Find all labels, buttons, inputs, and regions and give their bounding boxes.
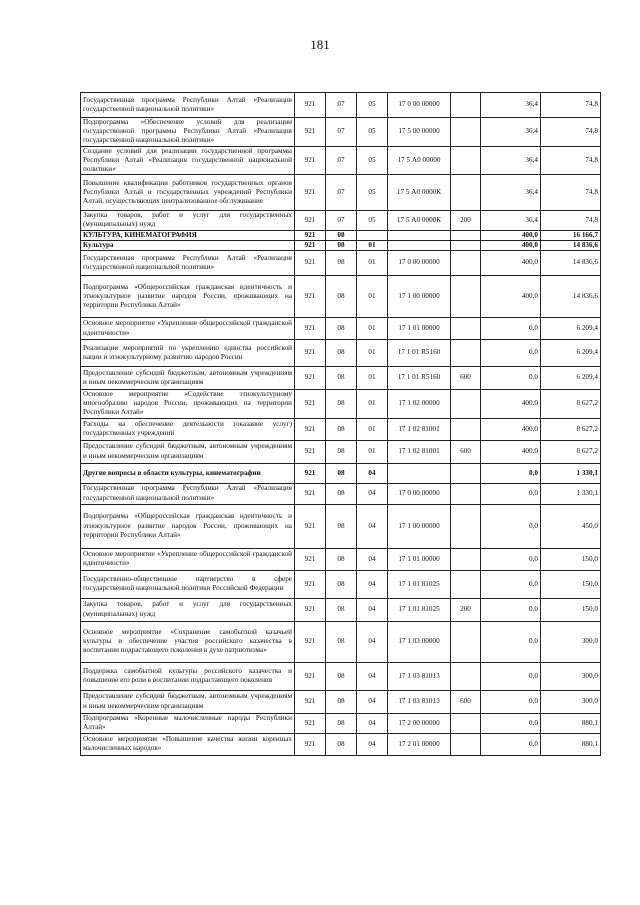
amount-2: 6 209,4 xyxy=(541,318,601,340)
target-article: 17 5 А0 0000К xyxy=(388,175,451,211)
target-article: 17 1 01 R5160 xyxy=(388,340,451,367)
amount-2: 300,0 xyxy=(541,690,601,713)
subsection-code: 04 xyxy=(357,463,388,483)
target-article: 17 1 02 81001 xyxy=(388,440,451,463)
subsection-code: 01 xyxy=(357,318,388,340)
subsection-code: 05 xyxy=(357,93,388,118)
target-article: 17 1 00 00000 xyxy=(388,276,451,318)
table-row xyxy=(81,230,601,240)
row-name: Государственная программа Республики Алтай «Реализация государственной национальной политики» xyxy=(81,93,295,118)
section-code: 08 xyxy=(326,340,357,367)
subsection-code: 04 xyxy=(357,690,388,713)
subsection-code: 01 xyxy=(357,240,388,250)
expense-type xyxy=(451,418,481,440)
amount-2: 74,8 xyxy=(541,118,601,147)
table-row xyxy=(81,118,601,147)
amount-2: 880,1 xyxy=(541,733,601,755)
amount-1: 36,4 xyxy=(481,93,541,118)
target-article: 17 1 02 81001 xyxy=(388,418,451,440)
section-code: 08 xyxy=(326,367,357,390)
expense-type xyxy=(451,146,481,175)
ministry-code: 921 xyxy=(295,240,326,250)
section-code: 08 xyxy=(326,621,357,662)
amount-2: 14 836,6 xyxy=(541,276,601,318)
expense-type xyxy=(451,340,481,367)
table-row xyxy=(81,390,601,419)
expense-type xyxy=(451,504,481,548)
subsection-code: 04 xyxy=(357,621,388,662)
row-name: Расходы на обеспечение деятельности (оказание услуг) государственных учреждений xyxy=(81,418,295,440)
amount-2: 14 836,6 xyxy=(541,251,601,276)
row-name: Закупка товаров, работ и услуг для государственных (муниципальных) нужд xyxy=(81,598,295,621)
table-row xyxy=(81,175,601,211)
target-article xyxy=(388,240,451,250)
expense-type xyxy=(451,548,481,570)
table-row xyxy=(81,93,601,118)
subsection-code: 04 xyxy=(357,483,388,504)
section-code: 08 xyxy=(326,548,357,570)
table-row xyxy=(81,548,601,570)
table-row xyxy=(81,440,601,463)
row-name: Поддержка самобытной культуры российского казачества и повышение его роли в воспитании подрастающего поколения xyxy=(81,662,295,690)
amount-2: 1 330,1 xyxy=(541,463,601,483)
ministry-code: 921 xyxy=(295,621,326,662)
expense-type xyxy=(451,733,481,755)
amount-1: 36,4 xyxy=(481,118,541,147)
section-code: 08 xyxy=(326,483,357,504)
amount-2: 880,1 xyxy=(541,713,601,733)
ministry-code: 921 xyxy=(295,93,326,118)
amount-2: 450,0 xyxy=(541,504,601,548)
expense-type xyxy=(451,251,481,276)
amount-2: 8 627,2 xyxy=(541,440,601,463)
subsection-code: 05 xyxy=(357,118,388,147)
subsection-code: 01 xyxy=(357,367,388,390)
amount-1: 0,0 xyxy=(481,483,541,504)
table-row xyxy=(81,367,601,390)
subsection-code xyxy=(357,230,388,240)
ministry-code: 921 xyxy=(295,318,326,340)
ministry-code: 921 xyxy=(295,418,326,440)
section-code: 07 xyxy=(326,118,357,147)
section-code: 08 xyxy=(326,690,357,713)
amount-1: 0,0 xyxy=(481,340,541,367)
target-article: 17 1 00 00000 xyxy=(388,504,451,548)
expense-type xyxy=(451,463,481,483)
table-row xyxy=(81,504,601,548)
table-row xyxy=(81,733,601,755)
table-row xyxy=(81,418,601,440)
expense-type: 600 xyxy=(451,440,481,463)
ministry-code: 921 xyxy=(295,690,326,713)
page-number: 181 xyxy=(310,37,330,52)
expense-type xyxy=(451,240,481,250)
amount-1: 0,0 xyxy=(481,621,541,662)
subsection-code: 01 xyxy=(357,390,388,419)
table-row xyxy=(81,463,601,483)
target-article: 17 1 01 81025 xyxy=(388,570,451,598)
expense-type xyxy=(451,570,481,598)
target-article: 17 1 01 81025 xyxy=(388,598,451,621)
ministry-code: 921 xyxy=(295,230,326,240)
amount-2: 74,8 xyxy=(541,175,601,211)
target-article: 17 5 А0 0000К xyxy=(388,211,451,230)
ministry-code: 921 xyxy=(295,483,326,504)
target-article: 17 1 01 00000 xyxy=(388,548,451,570)
ministry-code: 921 xyxy=(295,276,326,318)
amount-2: 150,0 xyxy=(541,548,601,570)
section-code: 08 xyxy=(326,713,357,733)
expense-type xyxy=(451,230,481,240)
section-code: 08 xyxy=(326,251,357,276)
section-code: 08 xyxy=(326,733,357,755)
amount-2: 16 166,7 xyxy=(541,230,601,240)
expense-type: 600 xyxy=(451,690,481,713)
target-article: 17 1 03 00000 xyxy=(388,621,451,662)
amount-1: 0,0 xyxy=(481,318,541,340)
amount-1: 400,0 xyxy=(481,440,541,463)
row-name: Основное мероприятие «Укрепление общероссийской гражданской идентичности» xyxy=(81,548,295,570)
row-name: Другие вопросы в области культуры, кинематографии xyxy=(81,463,295,483)
ministry-code: 921 xyxy=(295,504,326,548)
subsection-code: 04 xyxy=(357,713,388,733)
row-name: Подпрограмма «Обеспечение условий для реализации государственной программы Республики Алтай «Реализация государственной национальной политики» xyxy=(81,118,295,147)
row-name: Предоставление субсидий бюджетным, автономным учреждениям и иным некоммерческим организациям xyxy=(81,367,295,390)
section-code: 08 xyxy=(326,504,357,548)
expense-type xyxy=(451,390,481,419)
expense-type xyxy=(451,662,481,690)
ministry-code: 921 xyxy=(295,340,326,367)
section-code: 08 xyxy=(326,318,357,340)
amount-1: 0,0 xyxy=(481,713,541,733)
row-name: Основное мероприятие «Повышение качества жизни коренных малочисленных народов» xyxy=(81,733,295,755)
subsection-code: 01 xyxy=(357,276,388,318)
target-article: 17 0 00 00000 xyxy=(388,251,451,276)
ministry-code: 921 xyxy=(295,440,326,463)
target-article: 17 5 00 00000 xyxy=(388,118,451,147)
target-article: 17 2 00 00000 xyxy=(388,713,451,733)
amount-1: 0,0 xyxy=(481,733,541,755)
table-row xyxy=(81,662,601,690)
section-code: 08 xyxy=(326,390,357,419)
row-name: Основное мероприятие «Содействие этнокультурному многообразию народов России, проживающих на территории Республики Алтай» xyxy=(81,390,295,419)
target-article: 17 5 А0 00000 xyxy=(388,146,451,175)
row-name: Культура xyxy=(81,240,295,250)
ministry-code: 921 xyxy=(295,251,326,276)
subsection-code: 05 xyxy=(357,146,388,175)
amount-1: 400,0 xyxy=(481,251,541,276)
row-name: Основное мероприятие «Укрепление общероссийской гражданской идентичности» xyxy=(81,318,295,340)
section-code: 08 xyxy=(326,230,357,240)
subsection-code: 04 xyxy=(357,570,388,598)
expense-type xyxy=(451,118,481,147)
target-article: 17 1 03 81013 xyxy=(388,690,451,713)
amount-1: 0,0 xyxy=(481,548,541,570)
row-name: Предоставление субсидий бюджетным, автономным учреждениям и иным некоммерческим организациям xyxy=(81,440,295,463)
ministry-code: 921 xyxy=(295,733,326,755)
section-code: 07 xyxy=(326,211,357,230)
subsection-code: 05 xyxy=(357,175,388,211)
amount-1: 36,4 xyxy=(481,146,541,175)
subsection-code: 04 xyxy=(357,662,388,690)
amount-1: 36,4 xyxy=(481,175,541,211)
ministry-code: 921 xyxy=(295,367,326,390)
expense-type: 600 xyxy=(451,367,481,390)
amount-2: 150,0 xyxy=(541,570,601,598)
expense-type xyxy=(451,713,481,733)
table-row xyxy=(81,276,601,318)
ministry-code: 921 xyxy=(295,146,326,175)
amount-2: 74,8 xyxy=(541,93,601,118)
amount-1: 0,0 xyxy=(481,504,541,548)
subsection-code: 01 xyxy=(357,418,388,440)
section-code: 08 xyxy=(326,598,357,621)
amount-2: 6 209,4 xyxy=(541,340,601,367)
amount-1: 400,0 xyxy=(481,230,541,240)
target-article: 17 0 00 00000 xyxy=(388,93,451,118)
row-name: Подпрограмма «Общероссийская гражданская идентичность и этнокультурное развитие народов России, проживающих на территории Республики Алтай» xyxy=(81,504,295,548)
subsection-code: 01 xyxy=(357,340,388,367)
amount-2: 6 209,4 xyxy=(541,367,601,390)
budget-table-body xyxy=(81,93,601,756)
expense-type xyxy=(451,621,481,662)
ministry-code: 921 xyxy=(295,548,326,570)
expense-type: 200 xyxy=(451,211,481,230)
table-row xyxy=(81,240,601,250)
target-article: 17 1 01 00000 xyxy=(388,318,451,340)
amount-1: 0,0 xyxy=(481,662,541,690)
section-code: 08 xyxy=(326,662,357,690)
expense-type xyxy=(451,483,481,504)
table-row xyxy=(81,146,601,175)
subsection-code: 01 xyxy=(357,440,388,463)
subsection-code: 04 xyxy=(357,548,388,570)
table-row xyxy=(81,340,601,367)
ministry-code: 921 xyxy=(295,598,326,621)
expense-type xyxy=(451,93,481,118)
ministry-code: 921 xyxy=(295,713,326,733)
amount-2: 14 836,6 xyxy=(541,240,601,250)
section-code: 07 xyxy=(326,93,357,118)
amount-1: 400,0 xyxy=(481,276,541,318)
target-article: 17 1 01 R5160 xyxy=(388,367,451,390)
ministry-code: 921 xyxy=(295,175,326,211)
subsection-code: 04 xyxy=(357,733,388,755)
row-name: Государственная программа Республики Алтай «Реализация государственной национальной политики» xyxy=(81,483,295,504)
table-row xyxy=(81,251,601,276)
row-name: Государственная программа Республики Алтай «Реализация государственной национальной политики» xyxy=(81,251,295,276)
row-name: КУЛЬТУРА, КИНЕМАТОГРАФИЯ xyxy=(81,230,295,240)
amount-1: 36,4 xyxy=(481,211,541,230)
section-code: 08 xyxy=(326,276,357,318)
amount-1: 0,0 xyxy=(481,598,541,621)
amount-2: 74,8 xyxy=(541,146,601,175)
target-article xyxy=(388,463,451,483)
expense-type xyxy=(451,175,481,211)
budget-table xyxy=(80,92,601,756)
amount-1: 0,0 xyxy=(481,463,541,483)
row-name: Закупка товаров, работ и услуг для государственных (муниципальных) нужд xyxy=(81,211,295,230)
row-name: Повышение квалификации работников государственных органов Республики Алтай и государственных учреждений Республики Алтай, осуществляющих централизованное обслуживание xyxy=(81,175,295,211)
section-code: 08 xyxy=(326,240,357,250)
expense-type: 200 xyxy=(451,598,481,621)
section-code: 08 xyxy=(326,440,357,463)
amount-2: 150,0 xyxy=(541,598,601,621)
amount-1: 0,0 xyxy=(481,570,541,598)
table-row xyxy=(81,713,601,733)
amount-1: 0,0 xyxy=(481,367,541,390)
table-row xyxy=(81,211,601,230)
row-name: Государственно-общественное партнерство в сфере государственной национальной политики Российской Федерации xyxy=(81,570,295,598)
row-name: Основное мероприятие «Сохранение самобытной казачьей культуры и обеспечение участия российского казачества в воспитании подрастающего поколения в духе патриотизма» xyxy=(81,621,295,662)
table-row xyxy=(81,483,601,504)
amount-1: 400,0 xyxy=(481,390,541,419)
subsection-code: 04 xyxy=(357,504,388,548)
ministry-code: 921 xyxy=(295,570,326,598)
expense-type xyxy=(451,318,481,340)
section-code: 07 xyxy=(326,175,357,211)
row-name: Подпрограмма «Коренные малочисленные народы Республики Алтай» xyxy=(81,713,295,733)
section-code: 08 xyxy=(326,463,357,483)
table-row xyxy=(81,570,601,598)
amount-2: 300,0 xyxy=(541,621,601,662)
target-article: 17 2 01 00000 xyxy=(388,733,451,755)
row-name: Реализация мероприятий по укреплению единства российской нации и этнокультурному развитию народов России xyxy=(81,340,295,367)
subsection-code: 04 xyxy=(357,598,388,621)
target-article: 17 0 00 00000 xyxy=(388,483,451,504)
subsection-code: 05 xyxy=(357,211,388,230)
section-code: 08 xyxy=(326,570,357,598)
table-row xyxy=(81,598,601,621)
table-row xyxy=(81,690,601,713)
ministry-code: 921 xyxy=(295,211,326,230)
section-code: 07 xyxy=(326,146,357,175)
row-name: Предоставление субсидий бюджетным, автономным учреждениям и иным некоммерческим организациям xyxy=(81,690,295,713)
row-name: Подпрограмма «Общероссийская гражданская идентичность и этнокультурное развитие народов России, проживающих на территории Республики Алтай» xyxy=(81,276,295,318)
target-article: 17 1 02 00000 xyxy=(388,390,451,419)
amount-2: 74,8 xyxy=(541,211,601,230)
amount-2: 1 330,1 xyxy=(541,483,601,504)
table-row xyxy=(81,621,601,662)
target-article: 17 1 03 81013 xyxy=(388,662,451,690)
subsection-code: 01 xyxy=(357,251,388,276)
ministry-code: 921 xyxy=(295,118,326,147)
ministry-code: 921 xyxy=(295,463,326,483)
amount-2: 8 627,2 xyxy=(541,418,601,440)
ministry-code: 921 xyxy=(295,662,326,690)
row-name: Создание условий для реализации государственной программы Республики Алтай «Реализация государственной национальной политики» xyxy=(81,146,295,175)
expense-type xyxy=(451,276,481,318)
amount-2: 300,0 xyxy=(541,662,601,690)
target-article xyxy=(388,230,451,240)
amount-2: 8 627,2 xyxy=(541,390,601,419)
amount-1: 400,0 xyxy=(481,240,541,250)
table-row xyxy=(81,318,601,340)
section-code: 08 xyxy=(326,418,357,440)
amount-1: 400,0 xyxy=(481,418,541,440)
ministry-code: 921 xyxy=(295,390,326,419)
amount-1: 0,0 xyxy=(481,690,541,713)
